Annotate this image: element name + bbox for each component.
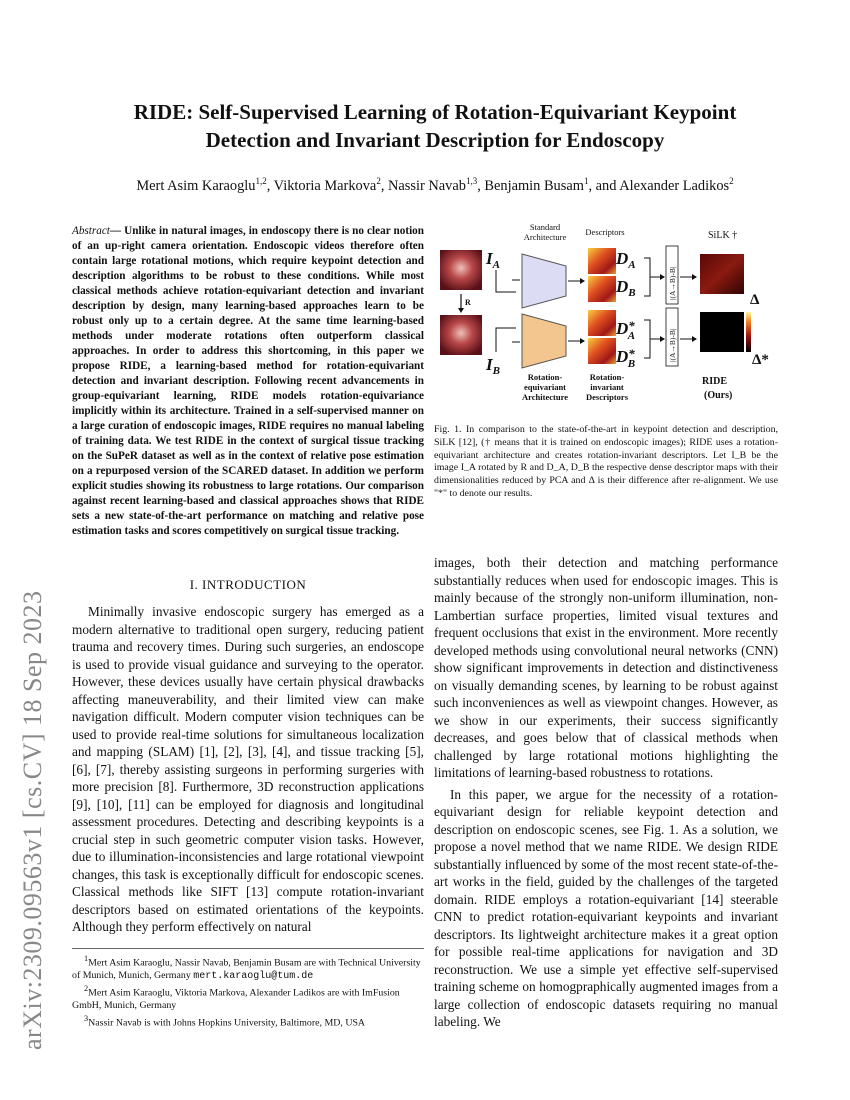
label-r: R (465, 298, 471, 307)
intro-left-column (72, 603, 424, 936)
label-silk: SiLK † (708, 230, 738, 241)
label-ours: (Ours) (704, 390, 733, 401)
label-rotation-invariant-descriptors: Rotation-invariant Descriptors (585, 372, 628, 402)
label-delta-star: Δ* (752, 352, 769, 368)
label-standard-architecture: Standard Architecture (523, 222, 567, 242)
author-3: Nassir Navab (388, 177, 466, 194)
figure-1-caption: Fig. 1. In comparison to the state-of-the-art in keypoint detection and description, SiLK [12], († means that it is trained on endoscopic images); RIDE uses a rotation-equivariant architecture and creates rotation-invariant descriptors. Let I_B be the image I_A rotated by R and D_A, D_B the respective dense descriptor maps with their dimensionalities reduced by PCA and Δ is their difference after re-alignment. We use "*" to denote our results. (434, 424, 778, 499)
arxiv-sidebar-id: arXiv:2309.09563v1 [cs.CV] 18 Sep 2023 (18, 590, 47, 1050)
difference-map-ride (700, 312, 744, 352)
svg-text:IB: $I_B$ (486, 355, 500, 377)
colorbar (746, 312, 751, 352)
title-line-2: Detection and Invariant Description for Endoscopy (205, 128, 665, 152)
intro-right-column (434, 554, 778, 1031)
label-ia: I (486, 249, 493, 268)
svg-text:D*A: D* A (616, 318, 636, 342)
input-image-b (440, 315, 482, 355)
intro-paragraph-2: In this paper, we argue for the necessity of a rotation-equivariant design for reliable keypoint detection and description on endoscopic scenes, see Fig. 1. As a solution, we propose a novel method that we name RIDE. We design RIDE substantially influenced by some of the most recent state-of-the-art works in the field, guided by the challenges of the targeted domain. RIDE employs a rotation-equivariant [14] steerable CNN to predict rotation-equivariant keypoints and invariant descriptors. Its lightweight architecture makes it a great option for possible real-time applications for navigation and 3D reconstruction. We use a simple yet effective self-supervised training scheme on homogpraphically augmented images from a large collection of endoscopic datasets requiring no manual labeling. We (434, 786, 778, 1029)
label-ib: I (486, 355, 493, 374)
input-image-a (440, 250, 482, 290)
rotation-equivariant-architecture-block (522, 314, 566, 368)
footnote-3: $^3$Nassir Navab is with Johns Hopkins University, Baltimore, MD, USA (84, 1013, 366, 1028)
author-1-affil: 1,2 (255, 176, 267, 186)
section-heading-introduction: I. INTRODUCTION (189, 577, 307, 592)
author-5: and Alexander Ladikos (595, 177, 730, 194)
footnote-email: mert.karaoglu@tum.de (193, 970, 314, 982)
descriptor-map-db-star (588, 338, 616, 364)
paper-title (80, 98, 790, 154)
author-5-affil: 2 (729, 176, 734, 186)
svg-text:IA: $I_A$ (486, 249, 500, 271)
descriptor-map-db (588, 276, 616, 302)
footnote-2: $^2$Mert Asim Karaoglu, Viktoria Markova, Alexander Ladikos are with ImFusion GmbH, Munich, Germany (72, 984, 400, 1012)
author-3-affil: 1,3 (465, 176, 478, 186)
author-1: Mert Asim Karaoglu (136, 177, 256, 194)
descriptor-map-da-star (588, 310, 616, 336)
intro-paragraph-1: Minimally invasive endoscopic surgery has emerged as a modern alternative to traditional open surgery, reducing patient trauma and recovery times. During such surgeries, an endoscope is used to provide visual guidance and surveying to the operator. However, these devices usually have certain physical drawbacks affecting maneuverability, and their limited view can make navigation difficult. Modern computer vision techniques can be used to provide real-time solutions for simultaneous localization and mapping (SLAM) [1], [2], [3], [4], and tissue tracking [5], [6], [7], thereby assisting surgeons in performing surgeries with more precision [8]. Furthermore, 3D reconstruction applications [9], [10], [11] can be employed for diagnosis and longitudinal assessment procedures. Detecting and describing keypoints is a crucial step in such geometric computer vision tasks. However, due to illumination-inconsistencies and large rotational viewpoint changes, this task is exceptionally difficult for endoscopic scenes. Classical methods like SIFT [13] compute rotation-invariant descriptors based on estimated orientations of the keypoints. Although they perform effectively on natural (72, 604, 424, 934)
difference-map-silk (700, 254, 744, 294)
author-list: Mert Asim Karaoglu$^{1,2}$, Viktoria Markova$^2$, Nassir Navab$^{1,3}$, Benjamin Busam$^1$, and Alexander Ladikos$^2$ (136, 176, 734, 194)
svg-text:DB: $D_B$ (616, 277, 636, 299)
svg-text:D*B: D* B (616, 346, 636, 370)
title-line-1: RIDE: Self-Supervised Learning of Rotation-Equivariant Keypoint (133, 100, 737, 124)
abstract (72, 224, 424, 539)
figure-1 (434, 222, 778, 417)
abstract-text: — Unlike in natural images, in endoscopy there is no clear notion of an up-right camera orientation. Endoscopic videos therefore often contain large rotational motions, which require keypoint detection and description algorithms to be robust to these conditions. While most classical methods achieve rotation-equivariant detection and invariant description by design, many learning-based approaches learn to be robust only up to a certain degree. At the same time learning-based methods under moderate rotations often outperform classical approaches. In order to address this shortcoming, in this paper we propose RIDE, a learning-based method for rotation-equivariant detection and invariant description. Following recent advancements in group-equivariant learning, RIDE models rotation-equivariance implicitly within its architecture. Trained in a self-supervised manner on a large curation of endoscopic images, RIDE requires no manual labeling of training data. We test RIDE in the context of surgical tissue tracking on the SuPeR dataset as well as in the context of relative pose estimation on a repurposed version of the SCARED dataset. In addition we perform explicit studies showing its robustness to large rotations. Our comparison against recent learning-based and classical approaches shows that RIDE sets a new state-of-the-art performance on matching and relative pose estimation tasks and scores competitively on surgical tissue tracking. (72, 225, 424, 537)
author-4: Benjamin Busam (484, 177, 584, 194)
standard-architecture-block (522, 254, 566, 308)
author-2-affil: 2 (376, 176, 381, 186)
label-ride: RIDE (702, 376, 728, 387)
label-delta: Δ (750, 292, 760, 308)
svg-text:|(A→B)-B|: |(A→B)-B| (668, 266, 677, 300)
author-4-affil: 1 (583, 176, 589, 186)
footnotes (72, 948, 424, 1029)
label-rotation-equivariant-architecture: Rotation-equivariant Architecture (522, 372, 568, 402)
descriptor-map-da (588, 248, 616, 274)
author-2: Viktoria Markova (273, 177, 377, 194)
svg-text:|(A→B)-B|: |(A→B)-B| (668, 328, 677, 362)
abstract-lead: Abstract (72, 225, 110, 237)
footnote-1: $^1$Mert Asim Karaoglu, Nassir Navab, Benjamin Busam are with Technical University of Munich, Munich, Germany mert.karaoglu@tum.de (72, 954, 421, 982)
intro-paragraph-1-continued: images, both their detection and matching performance substantially reduces when used for endoscopic images. This is mainly because of the strongly non-uniform illumination, non-Lambertian surface properties, limited visual textures and frequent occlusions that exist in the environment. More recently developed methods using convolutional neural networks (CNN) show significant improvements in detection and distinctiveness on visually demanding scenes, by learning to be robust against such inconveniences as well as viewpoint changes. However, as we show in our experiments, their success significantly decreases, and goes below that of classical methods when challenged by large rotational motions highlighting the limitations of learning-based robustness to rotations. (434, 555, 778, 780)
label-descriptors: Descriptors (585, 227, 625, 237)
svg-text:DA: $D_A$ (616, 249, 636, 271)
